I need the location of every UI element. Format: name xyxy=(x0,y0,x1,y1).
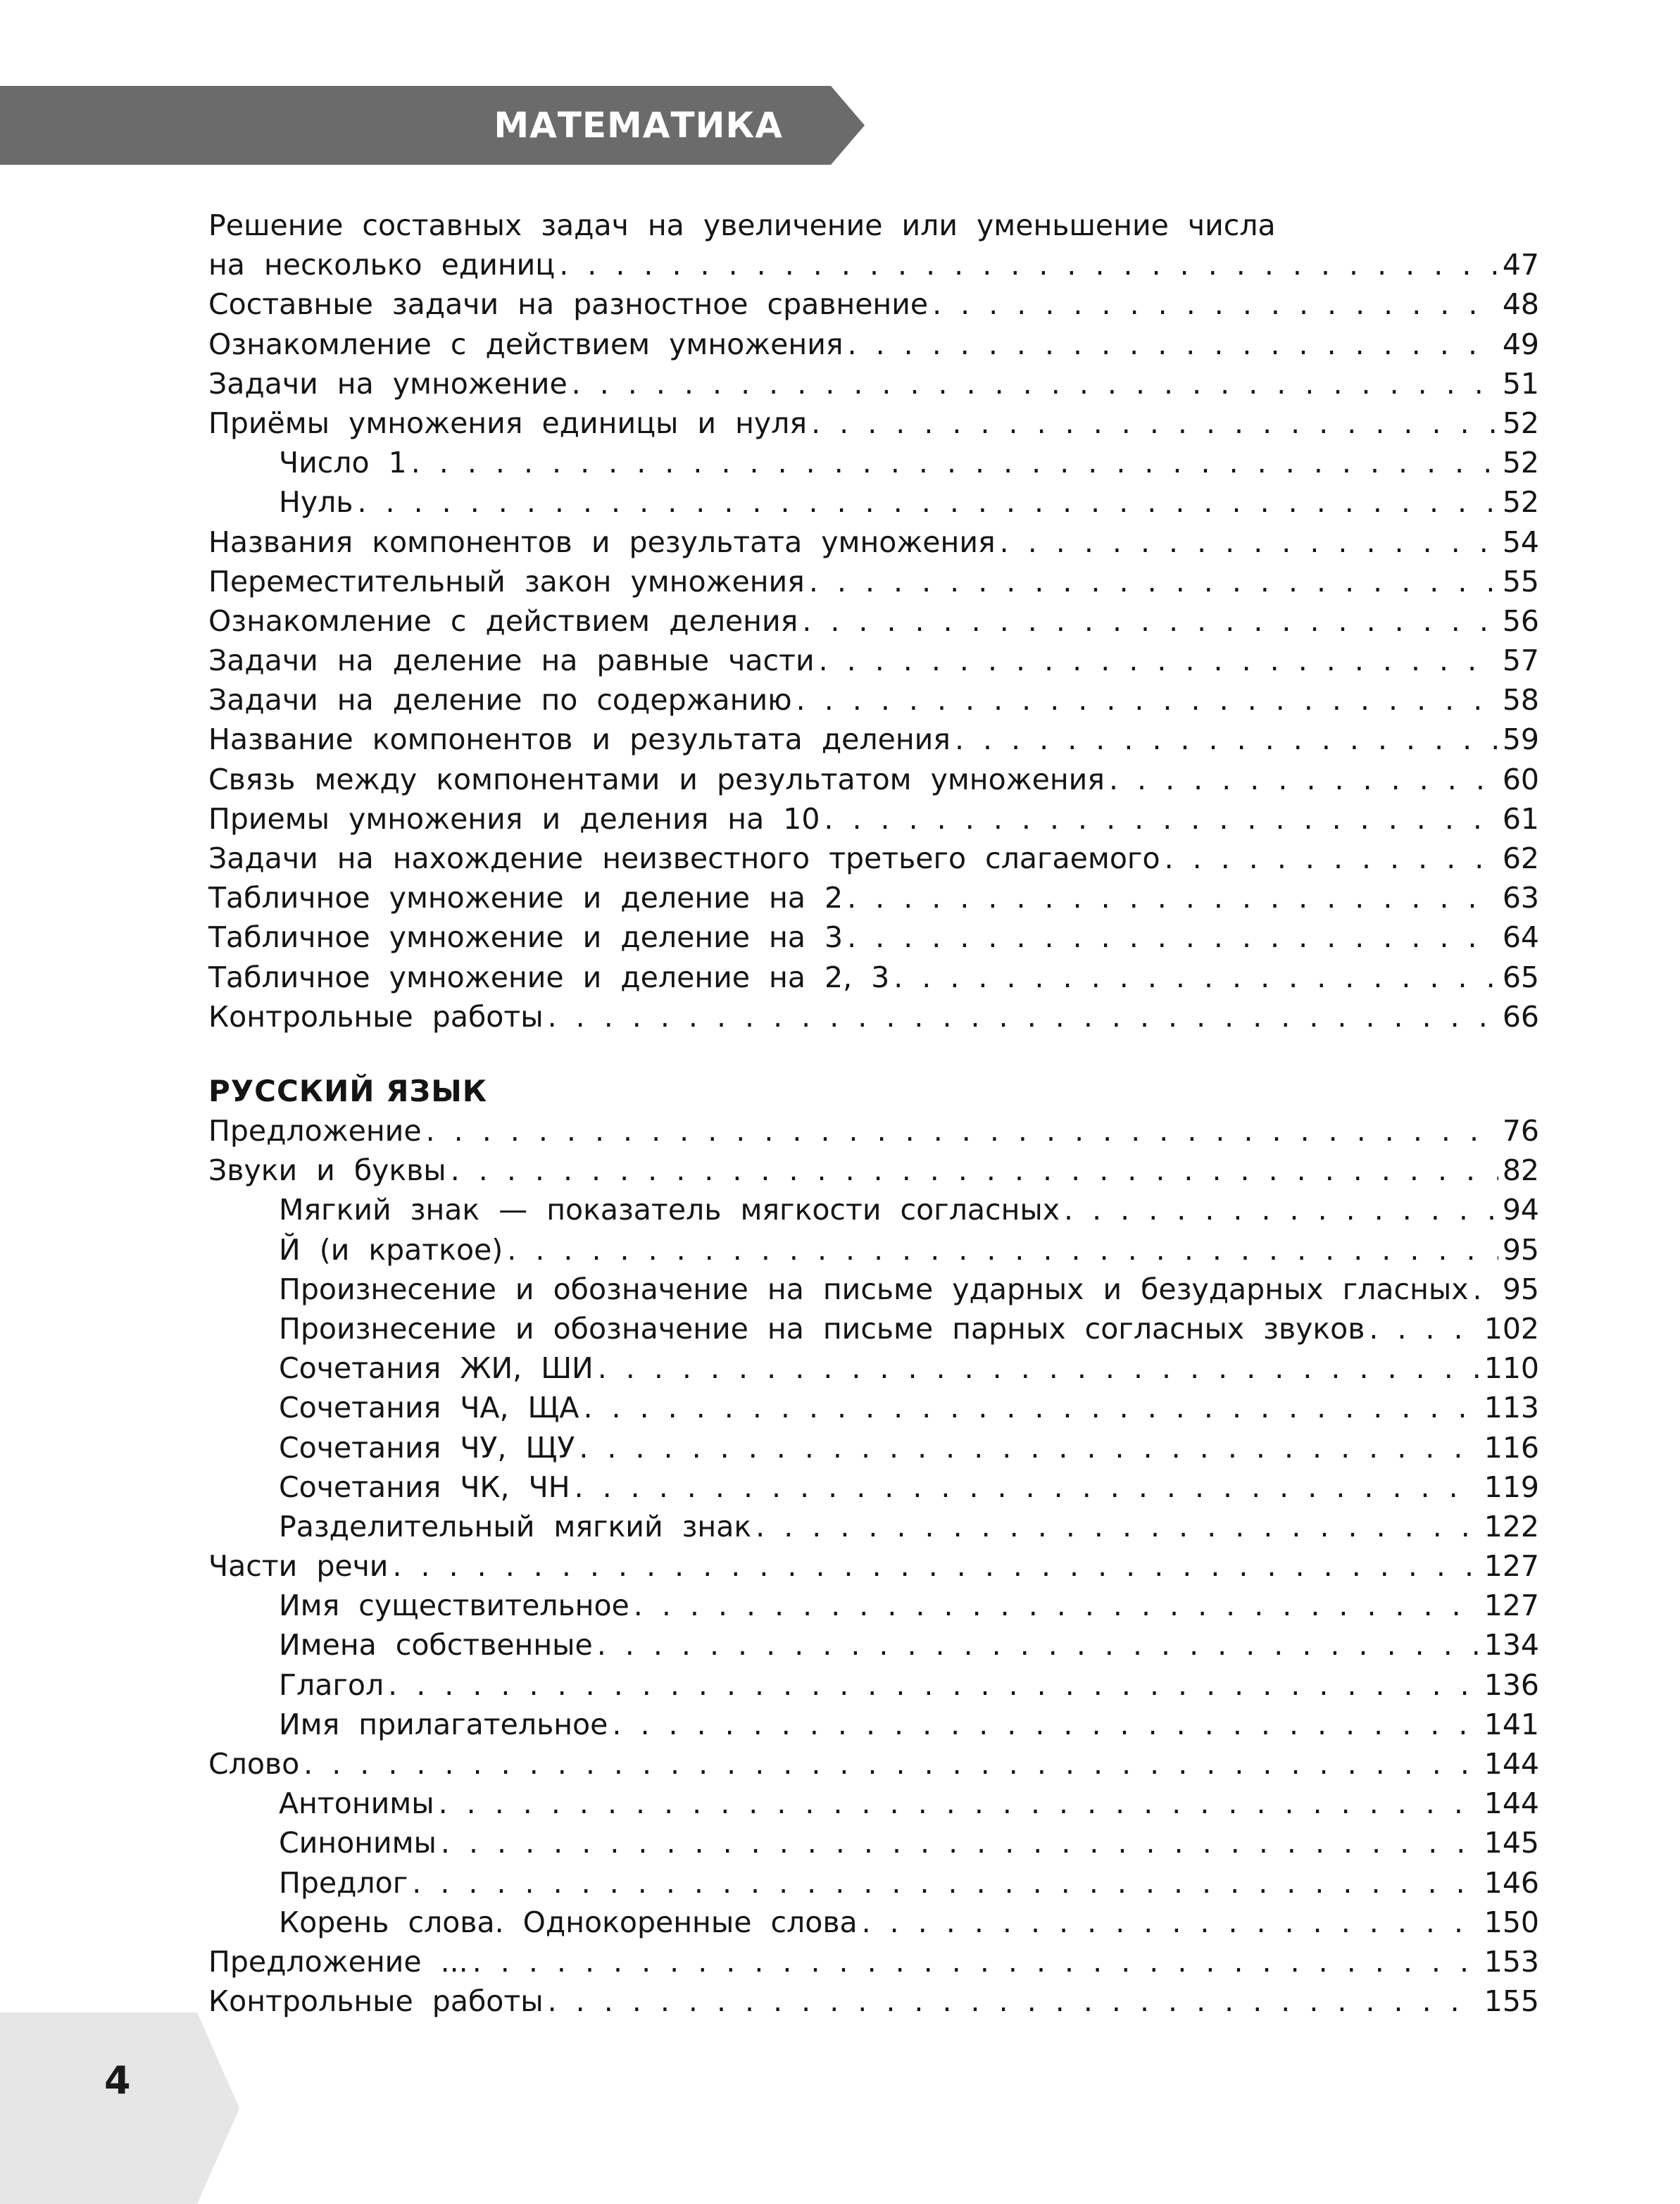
section-banner xyxy=(0,86,865,165)
toc-entry-title: Нуль xyxy=(279,485,353,520)
toc-entry-title: Корень слова. Однокоренные слова xyxy=(279,1905,858,1939)
toc-entry-title: Сочетания ЧК, ЧН xyxy=(279,1470,570,1504)
toc-entry-page: 146 xyxy=(1484,1865,1539,1900)
toc-entry-title: Части речи xyxy=(208,1549,389,1584)
toc-entry xyxy=(208,1230,1539,1270)
dot-leader xyxy=(824,799,1498,839)
toc-entry xyxy=(208,601,1539,641)
toc-entry-title: Табличное умножение и деление на 3 xyxy=(208,920,844,955)
toc-entry-page: 113 xyxy=(1484,1391,1539,1425)
toc-entry xyxy=(208,1625,1539,1665)
toc-entry-title: Табличное умножение и деление на 2, 3 xyxy=(208,960,890,994)
dot-leader xyxy=(811,403,1498,443)
toc-entry-title: Сочетания ЧА, ЩА xyxy=(279,1391,579,1425)
dot-leader xyxy=(634,1586,1480,1625)
dot-leader xyxy=(848,325,1498,364)
toc-entry xyxy=(208,325,1539,364)
toc-entry-page: 119 xyxy=(1484,1470,1539,1504)
dot-leader xyxy=(1473,1270,1498,1309)
toc-entry-page: 153 xyxy=(1484,1944,1539,1979)
toc-entry-page: 102 xyxy=(1484,1311,1539,1346)
toc-entry xyxy=(208,1665,1539,1705)
dot-leader xyxy=(955,720,1498,759)
dot-leader xyxy=(1109,760,1498,799)
toc-entry xyxy=(208,482,1539,522)
toc-entry-page: 54 xyxy=(1502,525,1539,559)
toc-entry xyxy=(208,284,1539,324)
toc-entry-page: 56 xyxy=(1502,603,1539,638)
toc-entry xyxy=(208,878,1539,918)
toc-entry-page: 141 xyxy=(1484,1707,1539,1741)
toc-entry-title: Й (и краткое) xyxy=(279,1232,503,1267)
dot-leader xyxy=(1000,522,1498,562)
toc-entry-title: Произнесение и обозначение на письме ударных и безударных гласных xyxy=(279,1272,1469,1306)
toc-entry xyxy=(208,1903,1539,1942)
toc-entry-title: Сочетания ЧУ, ЩУ xyxy=(279,1430,575,1465)
math-toc-list xyxy=(208,245,1539,1037)
toc-entry-title: Приемы умножения и деления на 10 xyxy=(208,801,820,836)
russian-toc-list xyxy=(208,1111,1539,2021)
toc-entry xyxy=(208,443,1539,482)
toc-entry-title: Задачи на деление по содержанию xyxy=(208,683,792,718)
dot-leader xyxy=(451,1151,1498,1190)
toc-entry-title: Звуки и буквы xyxy=(208,1153,446,1188)
math-toc xyxy=(208,206,1539,1037)
toc-entry xyxy=(208,1586,1539,1625)
dot-leader xyxy=(894,958,1498,997)
toc-entry-title: Задачи на нахождение неизвестного третьего слагаемого xyxy=(208,841,1160,875)
toc-entry-title: Имя прилагательное xyxy=(279,1707,608,1741)
toc-entry-title: Названия компонентов и результата умножения xyxy=(208,525,996,559)
toc-entry xyxy=(208,1309,1539,1348)
toc-entry xyxy=(208,1270,1539,1309)
toc-entry-title: Ознакомление с действием деления xyxy=(208,603,798,638)
dot-leader xyxy=(357,482,1498,522)
dot-leader xyxy=(809,562,1498,601)
toc-entry-title: на несколько единиц xyxy=(208,248,556,282)
dot-leader xyxy=(819,641,1498,680)
toc-entry xyxy=(208,1467,1539,1507)
toc-entry-page: 59 xyxy=(1502,722,1539,757)
dot-leader xyxy=(802,601,1498,641)
toc-entry-title: Слово xyxy=(208,1747,300,1781)
toc-entry-page: 127 xyxy=(1484,1589,1539,1623)
dot-leader xyxy=(548,997,1498,1037)
toc-entry-page: 116 xyxy=(1484,1430,1539,1465)
toc-entry xyxy=(208,1151,1539,1190)
dot-leader xyxy=(1369,1309,1479,1348)
toc-entry-title: Имя существительное xyxy=(279,1589,629,1623)
toc-entry-title: Переместительный закон умножения xyxy=(208,564,805,599)
toc-entry xyxy=(208,1744,1539,1784)
toc-entry-page: 95 xyxy=(1502,1232,1539,1267)
toc-entry xyxy=(208,958,1539,997)
dot-leader xyxy=(583,1388,1479,1427)
dot-leader xyxy=(575,1467,1480,1507)
toc-entry-title: Число 1 xyxy=(279,446,407,480)
toc-entry-page: 150 xyxy=(1484,1905,1539,1939)
dot-leader xyxy=(303,1744,1480,1784)
toc-entry-page: 145 xyxy=(1484,1826,1539,1860)
toc-entry xyxy=(208,1705,1539,1744)
toc-entry xyxy=(208,760,1539,799)
dot-leader xyxy=(426,1111,1498,1151)
toc-entry-title: Предложение ... xyxy=(208,1944,468,1979)
toc-entry xyxy=(208,562,1539,601)
toc-entry-title: Синонимы xyxy=(279,1826,437,1860)
toc-entry xyxy=(208,1348,1539,1388)
toc-entry-page: 61 xyxy=(1502,801,1539,836)
toc-entry xyxy=(208,641,1539,680)
toc-entry-title: Имена собственные xyxy=(279,1628,593,1663)
toc-entry xyxy=(208,997,1539,1037)
toc-entry-page: 64 xyxy=(1502,920,1539,955)
dot-leader xyxy=(507,1230,1498,1270)
toc-entry-page: 52 xyxy=(1502,485,1539,520)
toc-entry-page: 52 xyxy=(1502,446,1539,480)
dot-leader xyxy=(439,1784,1480,1823)
dot-leader xyxy=(862,1903,1480,1942)
toc-entry-title: Контрольные работы xyxy=(208,1984,544,2019)
toc-entry-title: Глагол xyxy=(279,1667,384,1702)
toc-entry-title: Контрольные работы xyxy=(208,999,544,1034)
toc-entry-page: 47 xyxy=(1502,248,1539,282)
toc-entry-page: 82 xyxy=(1502,1153,1539,1188)
toc-entry xyxy=(208,1863,1539,1903)
toc-entry-page: 66 xyxy=(1502,999,1539,1034)
toc-entry xyxy=(208,839,1539,878)
dot-leader xyxy=(572,364,1498,403)
dot-leader xyxy=(388,1665,1480,1705)
toc-entry xyxy=(208,720,1539,759)
toc-entry-title: Табличное умножение и деление на 2 xyxy=(208,881,844,915)
dot-leader xyxy=(847,878,1498,918)
dot-leader xyxy=(559,245,1498,284)
dot-leader xyxy=(412,1863,1479,1903)
toc-entry xyxy=(208,364,1539,403)
toc-entry xyxy=(208,799,1539,839)
toc-entry-title: Связь между компонентами и результатом умножения xyxy=(208,762,1105,796)
toc-entry xyxy=(208,1823,1539,1862)
dot-leader xyxy=(392,1546,1479,1586)
dot-leader xyxy=(598,1348,1480,1388)
toc-entry-page: 48 xyxy=(1502,287,1539,322)
toc-entry-page: 51 xyxy=(1502,366,1539,401)
toc-entry-title: Задачи на деление на равные части xyxy=(208,644,815,678)
toc-entry xyxy=(208,1546,1539,1586)
toc-entry xyxy=(208,680,1539,720)
toc-entry-title: Задачи на умножение xyxy=(208,366,568,401)
toc-entry xyxy=(208,1981,1539,2021)
toc-entry-page: 94 xyxy=(1502,1193,1539,1227)
toc-entry-page: 62 xyxy=(1502,841,1539,875)
dot-leader xyxy=(579,1428,1479,1467)
toc-entry-page: 136 xyxy=(1484,1667,1539,1702)
dot-leader xyxy=(411,443,1498,482)
dot-leader xyxy=(597,1625,1480,1665)
toc-entry xyxy=(208,1190,1539,1229)
toc-entry-title: Предложение xyxy=(208,1114,422,1148)
toc-entry-page: 63 xyxy=(1502,881,1539,915)
toc-entry-title: Предлог xyxy=(279,1865,408,1900)
toc-entry xyxy=(208,403,1539,443)
toc-entry xyxy=(208,918,1539,957)
dot-leader xyxy=(612,1705,1479,1744)
toc-entry-page: 52 xyxy=(1502,406,1539,440)
toc-entry xyxy=(208,1111,1539,1151)
dot-leader xyxy=(847,918,1498,957)
dot-leader xyxy=(472,1942,1480,1981)
toc-entry-page: 122 xyxy=(1484,1509,1539,1544)
toc-entry-title: Мягкий знак — показатель мягкости согласных xyxy=(279,1193,1060,1227)
toc-entry xyxy=(208,522,1539,562)
toc-entry xyxy=(208,1784,1539,1823)
toc-entry-line: Решение составных задач на увеличение или уменьшение числа xyxy=(208,208,1276,242)
dot-leader xyxy=(441,1823,1480,1862)
toc-entry xyxy=(208,1942,1539,1981)
toc-entry-title: Сочетания ЖИ, ШИ xyxy=(279,1351,594,1386)
toc-entry-page: 127 xyxy=(1484,1549,1539,1584)
toc-entry-title: Название компонентов и результата деления xyxy=(208,722,951,757)
dot-leader xyxy=(796,680,1498,720)
toc-entry-title: Разделительный мягкий знак xyxy=(279,1509,752,1544)
toc-entry-page: 58 xyxy=(1502,683,1539,718)
toc-entry xyxy=(208,1388,1539,1427)
toc-entry-title: Произнесение и обозначение на письме парных согласных звуков xyxy=(279,1311,1365,1346)
toc-entry xyxy=(208,1507,1539,1546)
toc-entry-page: 155 xyxy=(1484,1984,1539,2019)
toc-entry-page: 144 xyxy=(1484,1747,1539,1781)
toc-entry-page: 95 xyxy=(1502,1272,1539,1306)
dot-leader xyxy=(1064,1190,1498,1229)
toc-entry-page: 60 xyxy=(1502,762,1539,796)
section-heading: РУССКИЙ ЯЗЫК xyxy=(208,1074,488,1108)
toc-entry-title: Приёмы умножения единицы и нуля xyxy=(208,406,808,440)
toc-entry-page: 144 xyxy=(1484,1786,1539,1821)
toc-entry-page: 55 xyxy=(1502,564,1539,599)
toc-entry-page: 65 xyxy=(1502,960,1539,994)
toc-entry xyxy=(208,245,1539,284)
dot-leader xyxy=(548,1981,1480,2021)
toc-entry xyxy=(208,1428,1539,1467)
dot-leader xyxy=(756,1507,1480,1546)
dot-leader xyxy=(932,284,1498,324)
toc-entry-page: 49 xyxy=(1502,327,1539,361)
toc-entry-page: 134 xyxy=(1484,1628,1539,1663)
toc-entry-page: 110 xyxy=(1484,1351,1539,1386)
toc-entry-page: 57 xyxy=(1502,644,1539,678)
toc-entry-title: Составные задачи на разностное сравнение xyxy=(208,287,929,322)
russian-toc xyxy=(208,1072,1539,2021)
toc-entry-title: Ознакомление с действием умножения xyxy=(208,327,844,361)
section-title: МАТЕМАТИКА xyxy=(494,105,783,146)
toc-entry-page: 76 xyxy=(1502,1114,1539,1148)
page-number: 4 xyxy=(104,2058,131,2103)
toc-entry-title: Антонимы xyxy=(279,1786,434,1821)
dot-leader xyxy=(1165,839,1498,878)
